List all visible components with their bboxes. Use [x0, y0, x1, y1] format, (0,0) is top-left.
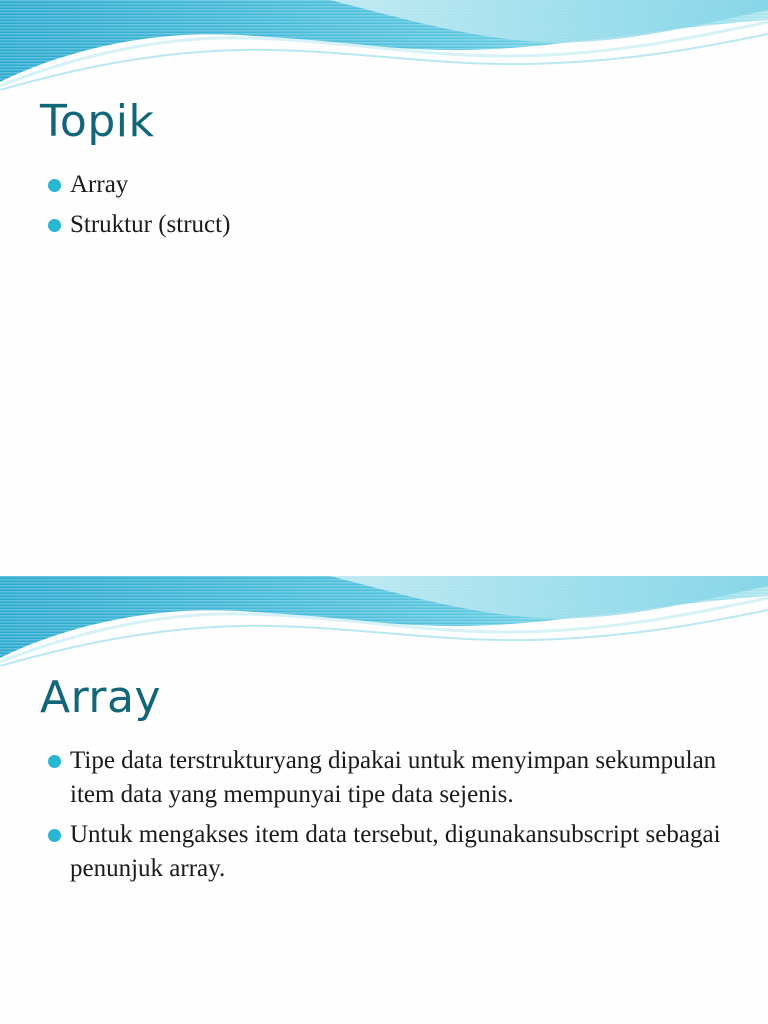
bullet-text: Tipe data terstrukturyang dipakai untuk menyimpan sekumpulan item data yang mempunyai tipe data sejenis.	[70, 747, 717, 808]
list-item	[48, 208, 728, 242]
bullet-text: Struktur (struct)	[70, 211, 231, 238]
slide-2	[0, 576, 768, 1024]
wave-banner	[0, 576, 768, 666]
bullet-list	[48, 168, 728, 248]
bullet-text: Array	[70, 171, 129, 198]
bullet-icon	[48, 755, 61, 768]
slide-title: Array	[40, 672, 162, 723]
bullet-icon	[48, 179, 61, 192]
wave-banner	[0, 0, 768, 90]
bullet-text: Untuk mengakses item data tersebut, digunakansubscript sebagai penunjuk array.	[70, 821, 721, 882]
bullet-list	[48, 744, 728, 892]
list-item	[48, 818, 728, 886]
bullet-icon	[48, 219, 61, 232]
list-item	[48, 168, 728, 202]
bullet-icon	[48, 829, 61, 842]
list-item	[48, 744, 728, 812]
slide-title: Topik	[40, 96, 155, 147]
